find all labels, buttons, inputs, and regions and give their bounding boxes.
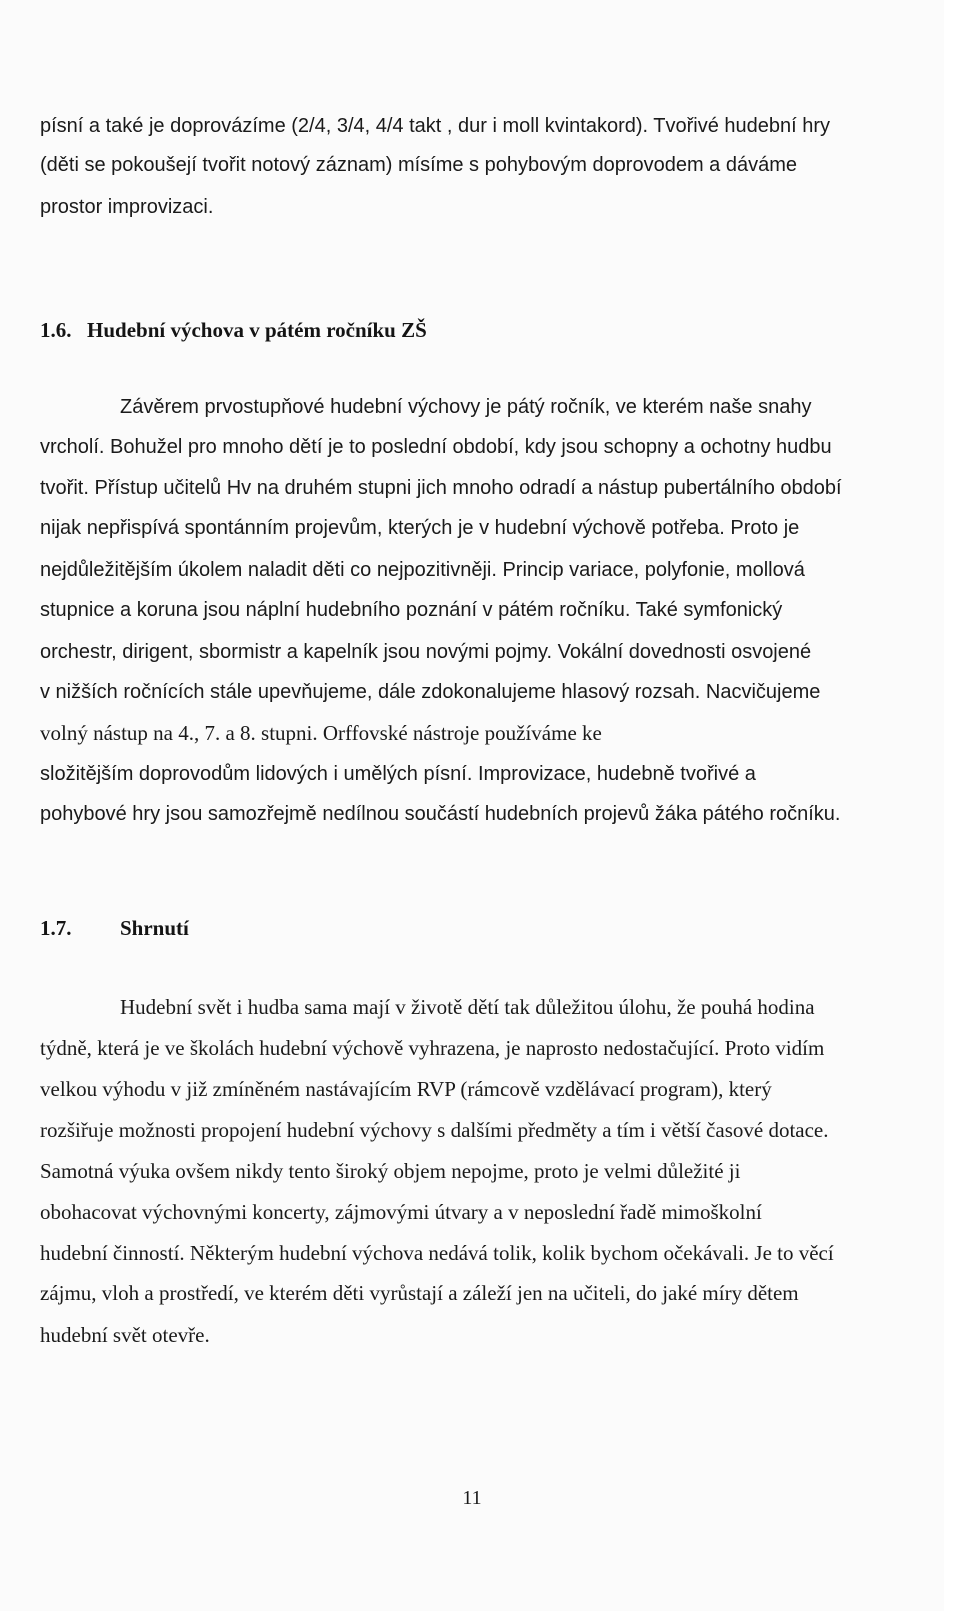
section-16-line-4: nijak nepřispívá spontánním projevům, kterých je v hudební výchově potřeba. Proto je xyxy=(40,517,800,539)
section-17-line-9: hudební svět otevře. xyxy=(40,1323,210,1347)
section-17-line-8: zájmu, vloh a prostředí, ve kterém děti vyrůstají a záleží jen na učiteli, do jaké míry dětem xyxy=(40,1281,799,1305)
section-17-title: Shrnutí xyxy=(120,916,189,940)
intro-line-2: (děti se pokoušejí tvořit notový záznam) mísíme s pohybovým doprovodem a dáváme xyxy=(40,154,798,176)
section-16-title: Hudební výchova v pátém ročníku ZŠ xyxy=(87,318,427,342)
section-16-line-9: volný nástup na 4., 7. a 8. stupni. Orffovské nástroje používáme ke xyxy=(40,721,602,745)
section-17-number: 1.7. xyxy=(40,916,72,940)
section-17-line-4: rozšiřuje možnosti propojení hudební výchovy s dalšími předměty a tím i větší časové dotace. xyxy=(40,1118,829,1142)
section-17-line-2: týdně, která je ve školách hudební výchově vyhrazena, je naprosto nedostačující. Proto vidím xyxy=(40,1036,825,1060)
section-16-number: 1.6. xyxy=(40,318,72,342)
section-16-line-5: nejdůležitějším úkolem naladit děti co nejpozitivněji. Princip variace, polyfonie, mollová xyxy=(40,559,805,581)
section-16-line-6: stupnice a koruna jsou náplní hudebního poznání v pátém ročníku. Také symfonický xyxy=(40,599,783,621)
scan-edge xyxy=(944,0,960,1611)
page-number: 11 xyxy=(462,1487,482,1509)
section-17-line-7: hudební činností. Některým hudební výchova nedává tolik, kolik bychom očekávali. Je to věcí xyxy=(40,1241,834,1265)
section-16-line-7: orchestr, dirigent, sbormistr a kapelník jsou novými pojmy. Vokální dovednosti osvojené xyxy=(40,641,812,663)
section-16-line-3: tvořit. Přístup učitelů Hv na druhém stupni jich mnoho odradí a nástup pubertálního období xyxy=(40,477,842,499)
section-17-line-5: Samotná výuka ovšem nikdy tento široký objem nepojme, proto je velmi důležité ji xyxy=(40,1159,741,1183)
section-16-line-8: v nižších ročnících stále upevňujeme, dále zdokonalujeme hlasový rozsah. Nacvičujeme xyxy=(40,681,821,703)
section-16-line-1: Závěrem prvostupňové hudební výchovy je pátý ročník, ve kterém naše snahy xyxy=(120,396,812,418)
section-17-line-6: obohacovat výchovnými koncerty, zájmovými útvary a v neposlední řadě mimoškolní xyxy=(40,1200,762,1224)
section-17-line-3: velkou výhodu v již zmíněném nastávajícím RVP (rámcově vzdělávací program), který xyxy=(40,1077,772,1101)
section-16-line-2: vrcholí. Bohužel pro mnoho dětí je to poslední období, kdy jsou schopny a ochotny hudbu xyxy=(40,436,832,458)
intro-line-3: prostor improvizaci. xyxy=(40,196,214,218)
section-17-line-1: Hudební svět i hudba sama mají v životě dětí tak důležitou úlohu, že pouhá hodina xyxy=(120,995,815,1019)
section-16-line-11: pohybové hry jsou samozřejmě nedílnou součástí hudebních projevů žáka pátého ročníku. xyxy=(40,803,841,825)
intro-line-1: písní a také je doprovázíme (2/4, 3/4, 4/4 takt , dur i moll kvintakord). Tvořivé hudební hry xyxy=(40,115,831,137)
section-16-line-10: složitějším doprovodům lidových i umělých písní. Improvizace, hudebně tvořivé a xyxy=(40,763,756,785)
